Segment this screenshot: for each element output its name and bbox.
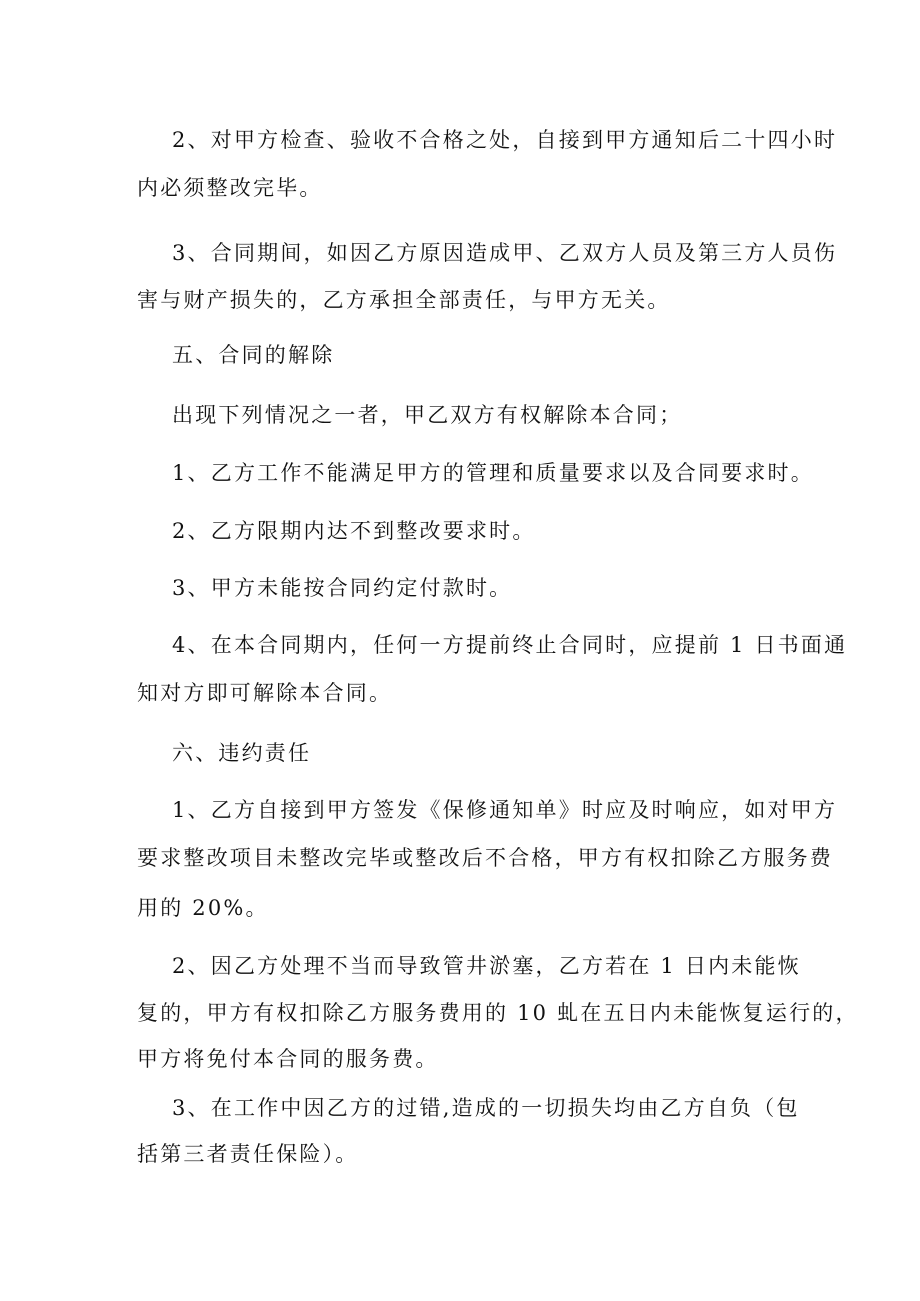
breach-item-3-line-1: 3、在工作中因乙方的过错,造成的一切损失均由乙方自负（包 bbox=[172, 1096, 800, 1120]
section-heading-breach: 六、违约责任 bbox=[172, 741, 312, 765]
paragraph-inspection-line-2: 内必须整改完毕。 bbox=[137, 176, 323, 200]
paragraph-liability-line-2: 害与财产损失的，乙方承担全部责任，与甲方无关。 bbox=[137, 288, 671, 312]
breach-item-2-line-2: 复的，甲方有权扣除乙方服务费用的 10 虬在五日内未能恢复运行的， bbox=[137, 1001, 859, 1025]
paragraph-termination-intro: 出现下列情况之一者，甲乙双方有权解除本合同； bbox=[172, 403, 683, 427]
paragraph-inspection-line-1: 2、对甲方检查、验收不合格之处，自接到甲方通知后二十四小时 bbox=[172, 128, 838, 152]
breach-item-1-line-3: 用的 20%。 bbox=[137, 896, 269, 920]
termination-item-1: 1、乙方工作不能满足甲方的管理和质量要求以及合同要求时。 bbox=[172, 461, 814, 485]
breach-item-2-line-3: 甲方将免付本合同的服务费。 bbox=[137, 1047, 439, 1071]
termination-item-2: 2、乙方限期内达不到整改要求时。 bbox=[172, 519, 536, 543]
paragraph-liability-line-1: 3、合同期间，如因乙方原因造成甲、乙双方人员及第三方人员伤 bbox=[172, 241, 838, 265]
breach-item-2-line-1: 2、因乙方处理不当而导致管井淤塞，乙方若在 1 日内未能恢 bbox=[172, 954, 801, 978]
section-heading-termination: 五、合同的解除 bbox=[172, 343, 335, 367]
breach-item-3-line-2: 括第三者责任保险）。 bbox=[137, 1142, 359, 1166]
termination-item-4-line-2: 知对方即可解除本合同。 bbox=[137, 681, 393, 705]
termination-item-3: 3、甲方未能按合同约定付款时。 bbox=[172, 576, 513, 600]
breach-item-1-line-2: 要求整改项目未整改完毕或整改后不合格，甲方有权扣除乙方服务费 bbox=[137, 846, 833, 870]
termination-item-4-line-1: 4、在本合同期内，任何一方提前终止合同时，应提前 1 日书面通 bbox=[172, 633, 848, 657]
breach-item-1-line-1: 1、乙方自接到甲方签发《保修通知单》时应及时响应，如对甲方 bbox=[172, 798, 838, 822]
